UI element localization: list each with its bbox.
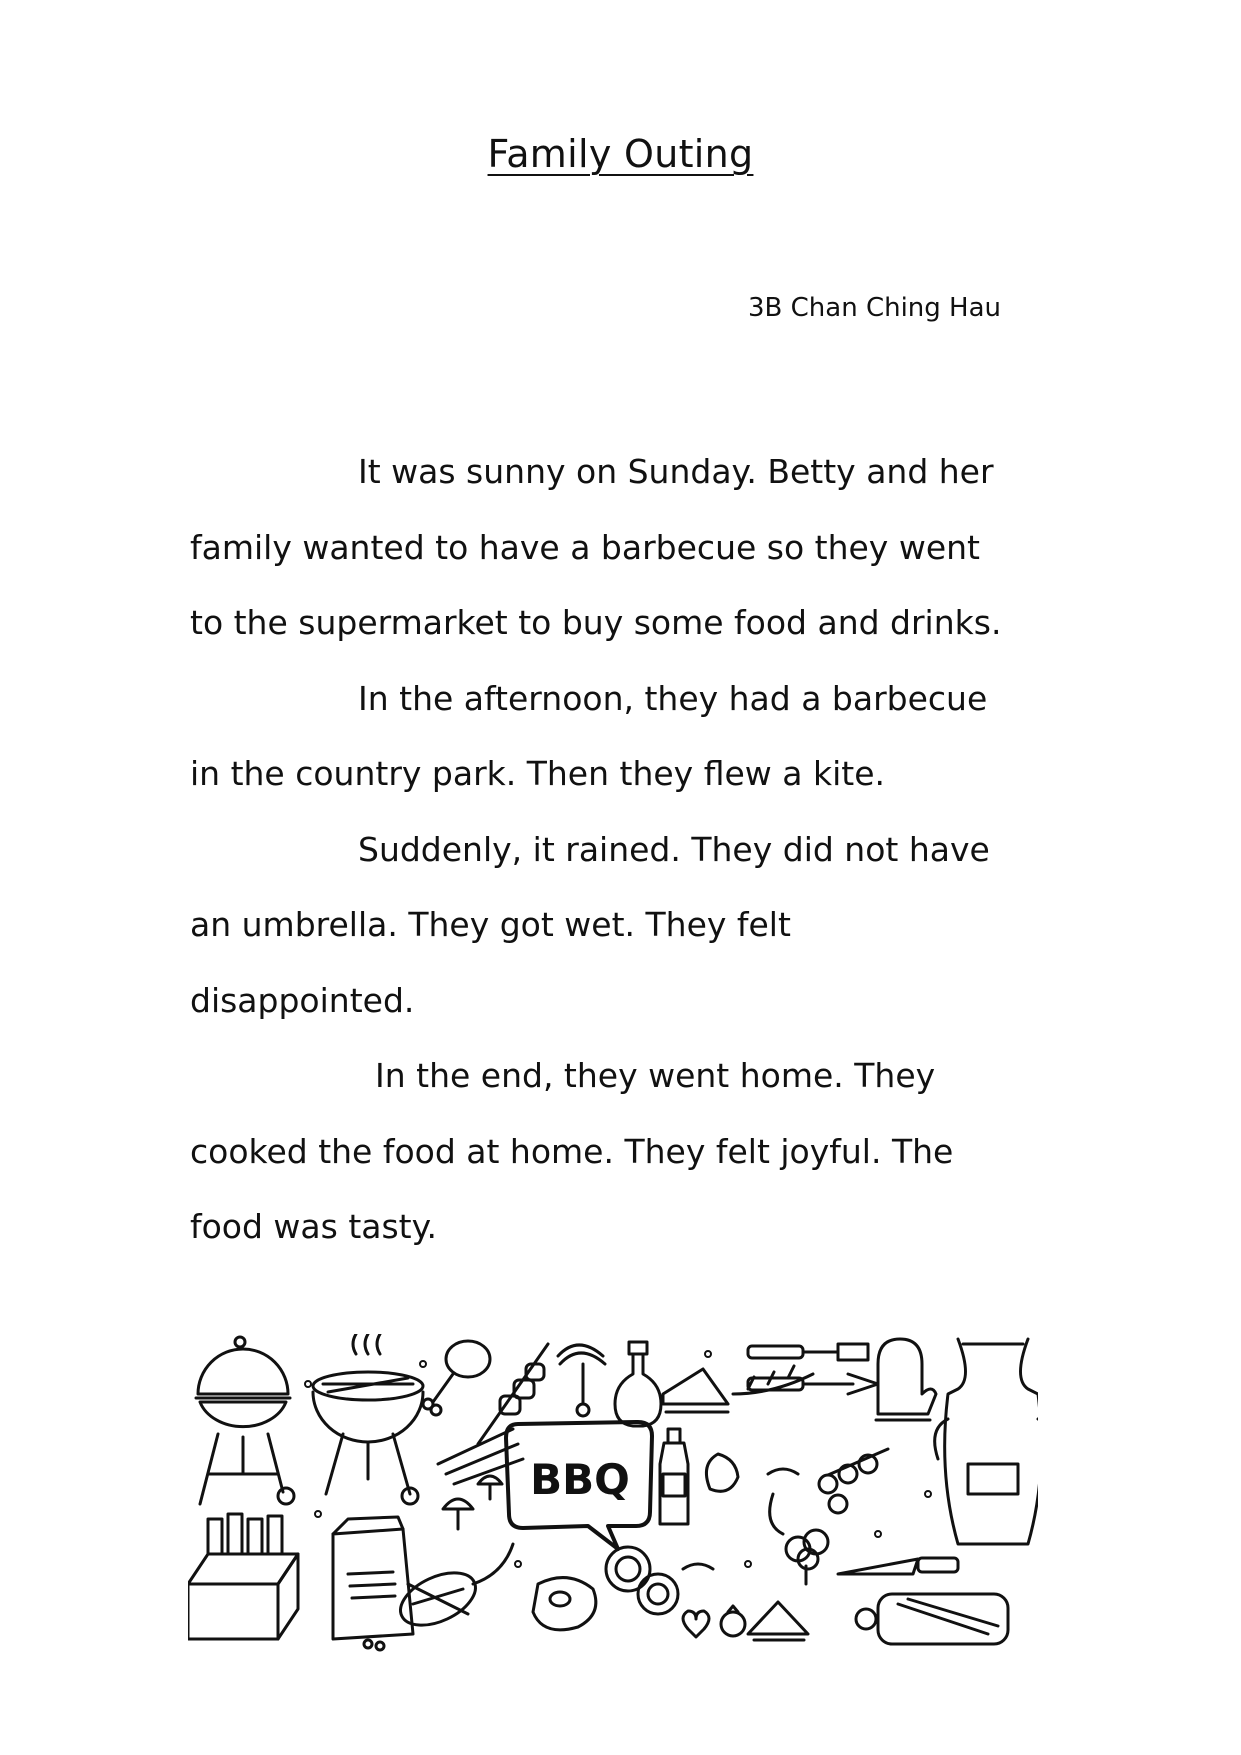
text-line: It was sunny on Sunday. Betty and her <box>358 452 994 491</box>
skewers-icon <box>438 1429 523 1484</box>
sauce-bottle-icon <box>615 1342 661 1426</box>
onion-icon <box>606 1547 713 1614</box>
text-line: food was tasty. <box>190 1207 437 1246</box>
knife-icon <box>838 1558 958 1574</box>
paragraph <box>190 434 1090 661</box>
text-line: an umbrella. They got wet. They felt <box>190 905 791 944</box>
cutting-board-icon <box>856 1594 1008 1644</box>
text-line: family wanted to have a barbecue so they went <box>190 527 980 567</box>
chicken-leg-icon <box>423 1341 490 1415</box>
mushroom-icon <box>443 1476 502 1529</box>
bbq-speech-bubble <box>506 1422 652 1549</box>
bbq-label: BBQ <box>530 1455 630 1504</box>
text-line: In the afternoon, they had a barbecue <box>358 678 988 718</box>
story-body <box>190 434 1090 1265</box>
steak-icon <box>533 1578 596 1630</box>
bbq-illustration <box>188 1334 1038 1652</box>
document-title: Family Outing <box>487 132 754 176</box>
sandwich-icon <box>748 1602 808 1640</box>
tomato-icon <box>819 1449 888 1513</box>
text-line: disappointed. <box>190 980 415 1020</box>
kettle-grill-icon <box>196 1337 294 1504</box>
tongs-icon <box>748 1344 878 1394</box>
author-line: 3B Chan Ching Hau <box>748 293 1002 323</box>
paragraph <box>190 1038 1090 1265</box>
sandwich-icon <box>663 1369 728 1412</box>
oven-mitt-icon <box>876 1339 936 1420</box>
charcoal-bag-icon <box>333 1517 413 1650</box>
broccoli-icon <box>786 1530 828 1584</box>
paragraph <box>190 661 1090 812</box>
charcoal-grill-icon <box>313 1334 423 1504</box>
text-line: cooked the food at home. They felt joyful. The <box>190 1131 954 1171</box>
tomato-icon <box>683 1606 745 1637</box>
text-line: in the country park. Then they flew a kite. <box>190 754 885 793</box>
sausage-icon <box>558 1345 605 1416</box>
text-line: In the end, they went home. They <box>375 1056 936 1095</box>
text-line: to the supermarket to buy some food and drinks. <box>190 603 1002 642</box>
paragraph <box>190 812 1090 1039</box>
apron-icon <box>935 1339 1038 1544</box>
bottle-icon <box>660 1429 688 1524</box>
corn-icon <box>392 1544 513 1636</box>
drinks-crate-icon <box>188 1514 298 1639</box>
text-line: Suddenly, it rained. They did not have <box>358 829 990 869</box>
